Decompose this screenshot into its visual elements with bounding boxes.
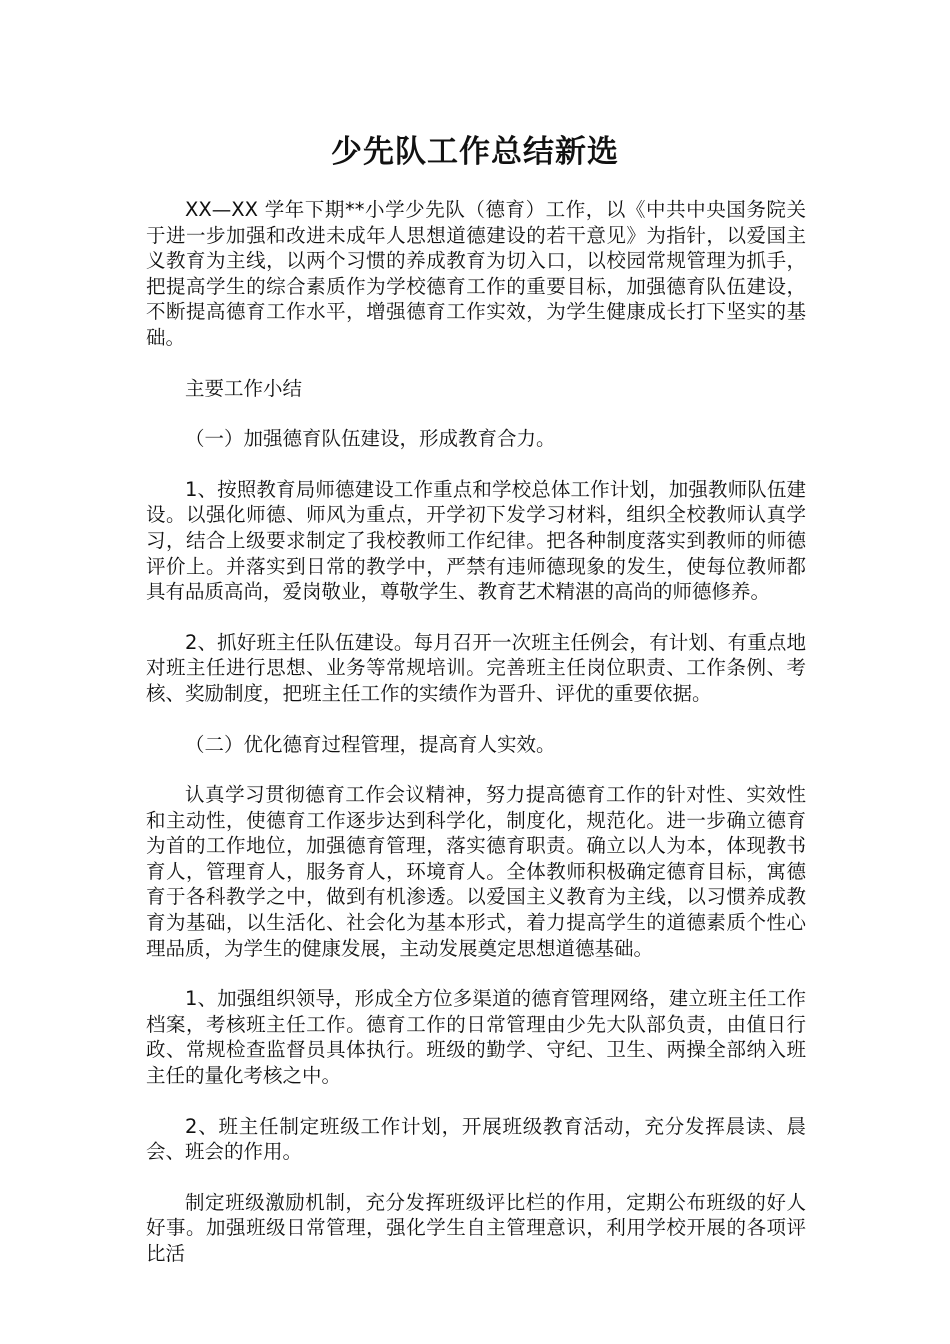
paragraph-intro: XX—XX 学年下期**小学少先队（德育）工作，以《中共中央国务院关于进一步加强和改进未成年人思想道德建设的若干意见》为指针，以爱国主义教育为主线，以两个习惯的养成教育为切入口，以校园常规管理为抓手，把提高学生的综合素质作为学校德育工作的重要目标，加强德育队伍建设，不断提高德育工作水平，增强德育工作实效，为学生健康成长打下坚实的基础。 bbox=[146, 198, 806, 349]
section-heading-1: （一）加强德育队伍建设，形成教育合力。 bbox=[185, 427, 556, 451]
section-heading-2: （二）优化德育过程管理，提高育人实效。 bbox=[185, 732, 556, 756]
document-title: 少先队工作总结新选 bbox=[331, 134, 619, 170]
paragraph-incentive: 制定班级激励机制，充分发挥班级评比栏的作用，定期公布班级的好人好事。加强班级日常管理，强化学生自主管理意识，利用学校开展的各项评比活 bbox=[146, 1190, 806, 1265]
paragraph-teacher-team: 1、按照教育局师德建设工作重点和学校总体工作计划，加强教师队伍建设。以强化师德、师风为重点，开学初下发学习材料，组织全校教师认真学习，结合上级要求制定了我校教师工作纪律。把各种制度落实到教师的师德评价上。并落实到日常的教学中，严禁有违师德现象的发生，使每位教师都具有品质高尚，爱岗敬业，尊敬学生、教育艺术精湛的高尚的师德修养。 bbox=[146, 477, 806, 604]
paragraph-class-teacher-team: 2、抓好班主任队伍建设。每月召开一次班主任例会，有计划、有重点地对班主任进行思想、业务等常规培训。完善班主任岗位职责、工作条例、考核、奖励制度，把班主任工作的实绩作为晋升、评优的重要依据。 bbox=[146, 630, 806, 705]
document-body bbox=[146, 197, 806, 1292]
paragraph-class-plan: 2、班主任制定班级工作计划，开展班级教育活动，充分发挥晨读、晨会、班会的作用。 bbox=[146, 1114, 806, 1164]
section-heading-summary: 主要工作小结 bbox=[185, 376, 303, 400]
paragraph-organization: 1、加强组织领导，形成全方位多渠道的德育管理网络，建立班主任工作档案，考核班主任工作。德育工作的日常管理由少先大队部负责，由值日行政、常规检查监督员具体执行。班级的勤学、守纪、卫生、两操全部纳入班主任的量化考核之中。 bbox=[146, 987, 806, 1088]
paragraph-moral-education: 认真学习贯彻德育工作会议精神，努力提高德育工作的针对性、实效性和主动性，使德育工作逐步达到科学化，制度化，规范化。进一步确立德育为首的工作地位，加强德育管理，落实德育职责。确立以人为本，体现教书育人，管理育人，服务育人，环境育人。全体教师积极确定德育目标，寓德育于各科教学之中，做到有机渗透。以爱国主义教育为主线，以习惯养成教育为基础，以生活化、社会化为基本形式，着力提高学生的道德素质个性心理品质，为学生的健康发展，主动发展奠定思想道德基础。 bbox=[146, 783, 806, 960]
